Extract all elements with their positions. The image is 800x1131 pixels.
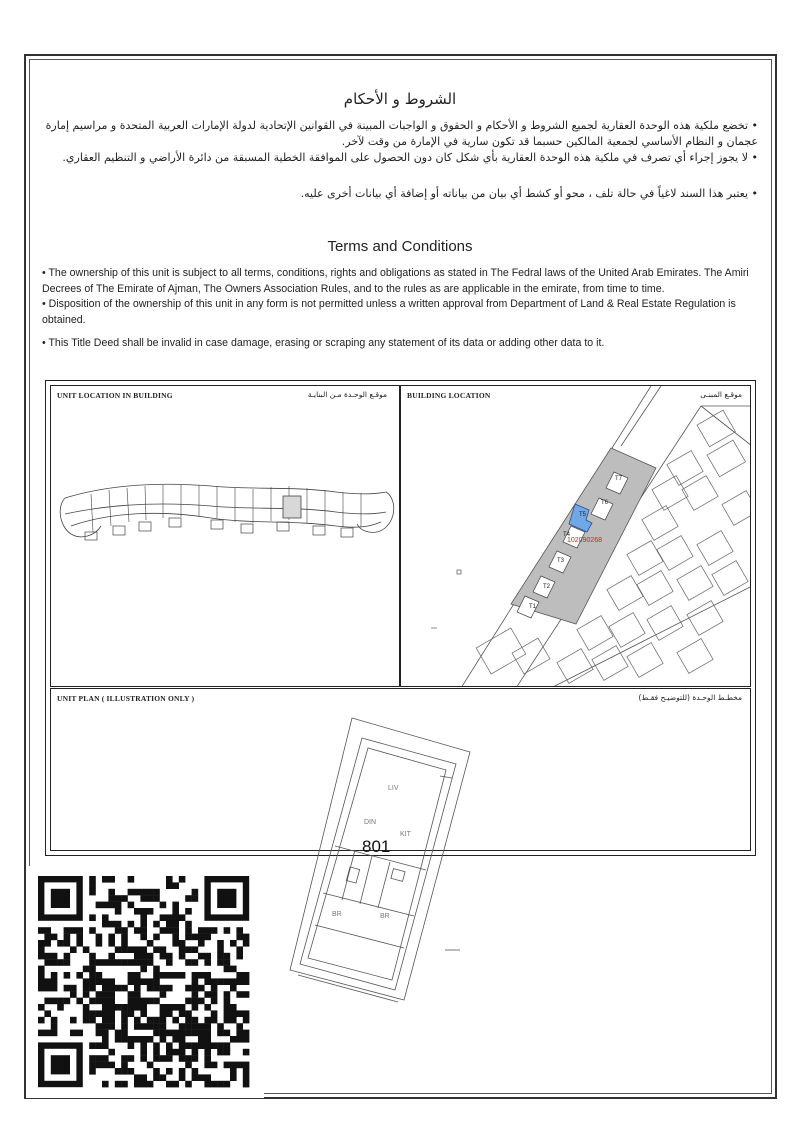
unit-plan-label-ar: مخطـط الوحـدة (للتوضيـح فقـط) [638,693,742,702]
english-term-1: • The ownership of this unit is subject to all terms, conditions, rights and obligations as stated in The Fedral laws of the United Arab Emirates. The Amiri Decrees of The Emirate of Ajman, The Owners Association Rules, and to the rules as are applicable in the emirate, from time to time. [42,267,749,295]
tower-label-t5: T5 [579,512,587,518]
arabic-term-1: • تخضع ملكية هذه الوحدة العقارية لجميع الشروط و الأحكام و الحقوق و الواجبات المبينة في القوانين الإتحادية لدولة الإمارات العربية المتحدة و مراسيم إمارة عجمان و النظام الأساسي لجمعية المالكين حسبما قد تكون سارية في الإمارة من وقت لآخر. [45,119,758,148]
room-kit: KIT [400,831,411,838]
qr-code-icon [26,866,264,1098]
room-din: DIN [364,819,377,826]
room-br-2: BR [380,913,390,920]
tower-label-t4: T4 [563,532,571,538]
english-term-3: • This Title Deed shall be invalid in case damage, erasing or scraping any statement of its data or adding other data to it. [42,337,605,349]
unit-number: 801 [362,837,391,856]
tower-label-t7: T7 [615,476,623,482]
tower-label-t6: T6 [601,500,609,506]
tower-plot [511,448,656,624]
tower-label-t1: T1 [529,604,537,610]
arabic-title: الشروط و الأحكام [343,90,457,108]
room-liv: LIV [388,785,399,792]
building-floor-plan [51,386,400,687]
plot-number: 102090268 [567,537,603,544]
arabic-term-2: • لا يجوز إجراء أي تصرف في ملكية هذه الوحدة العقارية بأي شكل كان دون الحصول على الموافقة الخطية المسبقة من دائرة الأراضي و التنظيم العقاري. [62,151,758,164]
building-location-label: BUILDING LOCATION [407,391,491,400]
building-location-panel [400,385,751,687]
unit-location-label: UNIT LOCATION IN BUILDING [57,391,173,400]
tower-label-t3: T3 [557,558,565,564]
building-location-label-ar: موقـع المبنـى [700,390,742,399]
unit-location-label-ar: موقـع الوحـدة مـن البنايـة [307,390,387,399]
english-title: Terms and Conditions [327,238,473,255]
unit-plan-label: UNIT PLAN ( ILLUSTRATION ONLY ) [57,694,195,703]
unit-location-panel [50,385,400,687]
arabic-term-3: • يعتبر هذا السند لاغياً في حالة تلف ، محو أو كشط أي بيان من بياناته أو إضافة أي بيانات أخرى عليه. [300,187,758,200]
room-br-1: BR [332,911,342,918]
site-map [401,386,751,687]
unit-plan-panel [50,688,751,851]
tower-label-t2: T2 [543,584,551,590]
english-term-2: • Disposition of the ownership of this unit in any form is not permitted unless a written approval from Department of Land & Real Estate Regulation is obtained. [42,298,736,326]
